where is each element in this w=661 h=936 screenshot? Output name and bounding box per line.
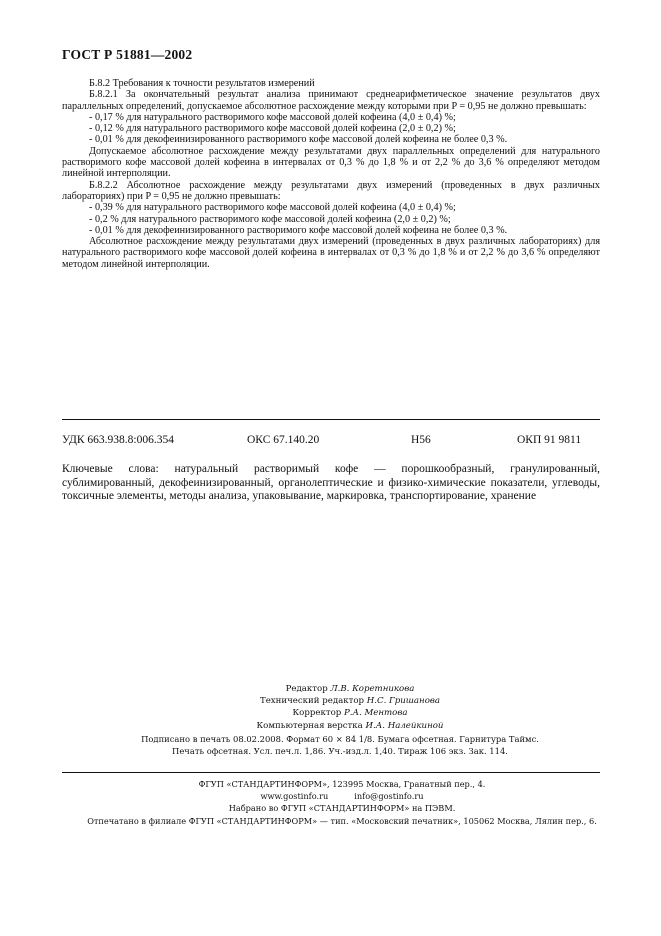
print-info [130, 734, 550, 757]
print-info-line: Печать офсетная. Усл. печ.л. 1,86. Уч.-изд.л. 1,40. Тираж 106 экз. Зак. 114. [172, 745, 508, 756]
credit-name: Л.В. Коретникова [330, 684, 415, 694]
credit-label: Редактор [285, 684, 328, 694]
credit-proofreader [200, 707, 500, 719]
publisher-line: Отпечатано в филиале ФГУП «СТАНДАРТИНФОРМ» — тип. «Московский печатник», 105062 Москва, Лялин пер., 6. [87, 815, 597, 826]
section-heading: Б.8.2 Требования к точности результатов измерений [89, 78, 315, 89]
paragraph: Б.8.2.2 Абсолютное расхождение между результатами двух измерений (проведенных в двух различных лабораториях) при P = 0,95 не должно превышать: [62, 179, 600, 202]
publisher-top-rule [62, 772, 600, 773]
credit-name: И.А. Налейкиной [365, 720, 444, 731]
okp-code: ОКП 91 9811 [517, 434, 582, 446]
list-item: - 0,01 % для декофеинизированного растворимого кофе массовой долей кофеина не более 0,3 %. [89, 134, 508, 146]
paragraph: Допускаемое абсолютное расхождение между результатами двух параллельных определений для натурального растворимого кофе массовой долей кофеина в интервалах от 0,3 % до 1,8 % и от 2,2 % до 3,6 % определяют методом линейной интерполяции. [62, 145, 600, 180]
list-item: - 0,12 % для натурального растворимого кофе массовой долей кофеина (2,0 ± 0,2) %; [89, 123, 456, 135]
credit-tech-editor [200, 695, 500, 707]
credit-label: Компьютерная верстка [256, 720, 363, 731]
document-body [62, 78, 600, 270]
list-item: - 0,17 % для натурального растворимого кофе массовой долей кофеина (4,0 ± 0,4) %; [89, 111, 456, 123]
credit-editor [200, 683, 500, 695]
publisher-line: Набрано во ФГУП «СТАНДАРТИНФОРМ» на ПЭВМ. [228, 803, 456, 814]
publisher-line: ФГУП «СТАНДАРТИНФОРМ», 123995 Москва, Гранатный пер., 4. [198, 779, 486, 789]
list-item: - 0,39 % для натурального растворимого кофе массовой долей кофеина (4,0 ± 0,4) %; [89, 202, 456, 214]
credit-label: Корректор [292, 708, 342, 719]
list-item: - 0,2 % для натурального растворимого кофе массовой долей кофеина (2,0 ± 0,2) %; [89, 213, 451, 225]
codes-top-rule [62, 419, 600, 420]
credit-label: Технический редактор [259, 696, 365, 707]
publisher-line: www.gostinfo.ru info@gostinfo.ru [260, 791, 424, 802]
paragraph: Б.8.2.1 За окончательный результат анализа принимают среднеарифметическое значение результатов двух параллельных определений, допускаемое абсолютное расхождение между которыми при P = 0,95 не должно превышать: [62, 89, 600, 112]
paragraph: Абсолютное расхождение между результатами двух измерений (проведенных в двух различных лабораториях) для натурального растворимого кофе массовой долей кофеина в интервалах от 0,3 % до 1,8 % и от 2,2 % до 3,6 % определяют методом линейной интерполяции. [62, 236, 600, 270]
credit-name: Р.А. Ментова [343, 708, 408, 719]
credits [200, 683, 500, 732]
print-info-line: Подписано в печать 08.02.2008. Формат 60 × 84 1/8. Бумага офсетная. Гарнитура Таймс. [141, 734, 539, 744]
document-header: ГОСТ Р 51881—2002 [62, 47, 193, 62]
oks-code: ОКС 67.140.20 [247, 434, 320, 446]
publisher-info [62, 778, 622, 827]
h-code: Н56 [411, 434, 431, 446]
udk-code: УДК 663.938.8:006.354 [62, 434, 174, 446]
credit-layout [200, 720, 500, 732]
list-item: - 0,01 % для декофеинизированного растворимого кофе массовой долей кофеина не более 0,3 %. [89, 224, 508, 236]
classification-codes [62, 434, 600, 448]
credit-name: Н.С. Гришанова [366, 696, 440, 707]
keywords: Ключевые слова: натуральный растворимый кофе — порошкообразный, гранулированный, сублимированный, декофеинизированный, органолептические и физико-химические показатели, углеводы, токсичные элементы, методы анализа, упаковывание, маркировка, транспортирование, хранение [62, 463, 600, 502]
